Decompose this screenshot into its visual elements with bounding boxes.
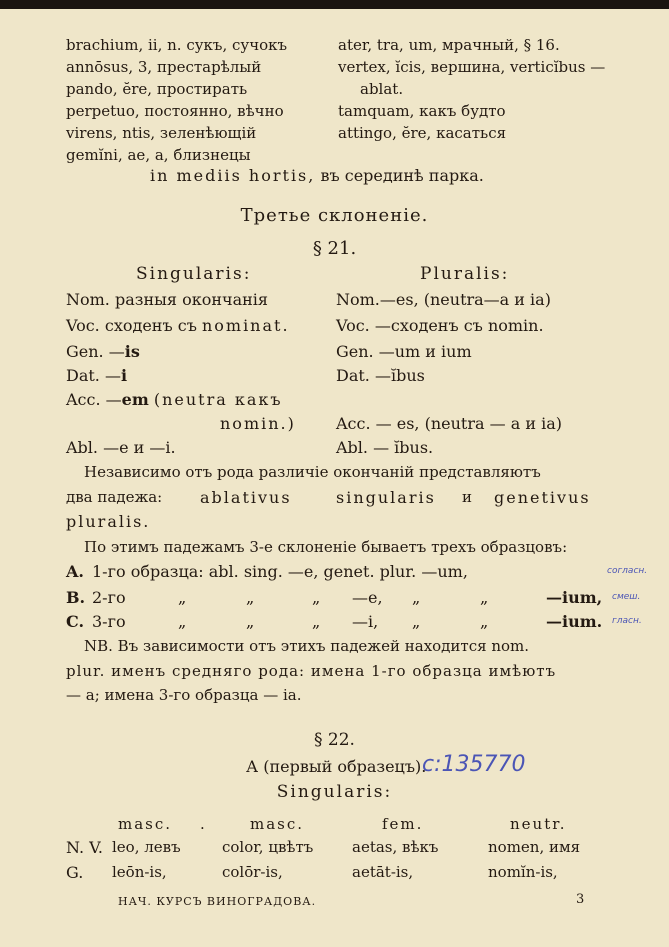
page-number: 3 (576, 892, 585, 907)
vocab-line: virens, ntis, зеленѣющій (66, 124, 257, 142)
nb-line3: — a; имена 3-го образца — ia. (66, 686, 302, 704)
sing-dat: Dat. —i (66, 366, 128, 385)
vocab-line: annōsus, 3, престарѣлый (66, 58, 262, 76)
handwritten-note: гласн. (612, 616, 642, 626)
separator-dot: . (200, 815, 205, 833)
handwritten-note: смеш. (612, 592, 641, 602)
singular-header: Singularis: (136, 264, 252, 284)
vocab-line: vertex, ĭcis, вершина, verticĭbus — (338, 58, 606, 76)
table-cell: leo, левъ (112, 838, 181, 856)
section22-number: § 22. (314, 730, 355, 750)
nb-line2: plur. именъ средняго рода: имена 1-го образца имѣютъ (66, 662, 557, 680)
table-cell: aetas, вѣкъ (352, 838, 439, 856)
sing-acc-cont: nomin.) (220, 414, 296, 433)
plural-header: Pluralis: (420, 264, 510, 284)
gender-header: masc. (118, 815, 173, 833)
table-cell: colōr-is, (222, 863, 283, 881)
nb-line1: NB. Въ зависимости отъ этихъ падежей находится nom. (84, 637, 530, 655)
section-title: Третье склоненіе. (240, 205, 429, 226)
sing-nom: Nom. разныя окончанія (66, 290, 268, 309)
vocab-line: pando, ĕre, простирать (66, 80, 248, 98)
table-cell: nomĭn-is, (488, 863, 558, 881)
gender-header: neutr. (510, 815, 567, 833)
vocab-line: attingo, ĕre, касаться (338, 124, 507, 142)
gender-header: masc. (250, 815, 305, 833)
plur-gen: Gen. —um и ium (336, 342, 472, 361)
vocab-line: gemĭni, ae, a, близнецы (66, 146, 251, 164)
row-label: G. (66, 863, 84, 882)
table-cell: leōn-is, (112, 863, 167, 881)
plur-dat: Dat. —ĭbus (336, 366, 425, 385)
page: brachium, ii, n. сукъ, сучокъ annōsus, 3, престарѣлый pando, ĕre, простирать perpetuo, постоянно, вѣчно virens, ntis, зеленѣющій gemĭni, ae, a, близнецы ater, tra, um, мрачный, § 16. vertex, ĭcis, вершина, verticĭbus — ablat. tamquam, какъ будто attingo, ĕre, касаться in mediis hortis, въ серединѣ парка. Третье склоненіе. § 21. Singularis: Pluralis: Nom. разныя окончанія Voc. сходенъ съ nominat. Gen. —is Dat. —i Acc. —em (neutra какъ nomin.) Abl. —e и —i. Nom.—es, (neutra—a и ia) Voc. —сходенъ съ nomin. Gen. —um и ium Dat. —ĭbus Acc. — es, (neutra — a и ia) Abl. — ĭbus. Независимо отъ рода различіе окончаній представляютъ два падежа: ablativus singularis и genetivus pluralis. По этимъ падежамъ 3-е склоненіе бываетъ трехъ образцовъ: A. 1-го образца: abl. sing. —e, genet. plur. —um, согласн. B. 2-го „ „ „ —e, „ „ —ium, смеш. C. 3-го „ „ „ —i, „ „ —ium. гласн. NB. Въ зависимости отъ этихъ падежей находится nom. plur. именъ средняго рода: имена 1-го образца имѣютъ — a; имена 3-го образца — ia. § 22. А (первый образецъ). с:135770 Singularis: masc. . masc. fem. neutr. N. V. leo, левъ color, цвѣтъ aetas, вѣкъ nomen, имя G. leōn-is, colōr-is, aetāt-is, nomĭn-is, НАЧ. КУРСЪ ВИНОГРАДОВА. 3 (0, 0, 669, 947)
row-label: N. V. (66, 838, 103, 857)
section22-heading: А (первый образецъ). (246, 757, 427, 776)
vocab-line: ater, tra, um, мрачный, § 16. (338, 36, 560, 54)
sing-voc: Voc. сходенъ съ nominat. (66, 316, 290, 335)
table-cell: color, цвѣтъ (222, 838, 314, 856)
handwritten-note: согласн. (607, 566, 648, 576)
page-top-edge (0, 0, 669, 9)
sing-acc: Acc. —em (neutra какъ (66, 390, 283, 409)
sing-gen: Gen. —is (66, 342, 140, 361)
inventory-stamp: с:135770 (422, 752, 526, 777)
para2: По этимъ падежамъ 3-е склоненіе бываетъ трехъ образцовъ: (84, 538, 568, 556)
sing-abl: Abl. —e и —i. (66, 438, 176, 457)
plur-abl: Abl. — ĭbus. (336, 438, 434, 457)
table-cell: nomen, имя (488, 838, 581, 856)
vocab-line: brachium, ii, n. сукъ, сучокъ (66, 36, 288, 54)
plur-voc: Voc. —сходенъ съ nomin. (336, 316, 544, 335)
gender-header: fem. (382, 815, 424, 833)
phrase-russian: въ серединѣ парка. (320, 166, 484, 185)
table-cell: aetāt-is, (352, 863, 414, 881)
footer-title: НАЧ. КУРСЪ ВИНОГРАДОВА. (118, 895, 317, 908)
phrase-latin: in mediis hortis, (150, 166, 316, 185)
vocab-line: tamquam, какъ будто (338, 102, 506, 120)
vocab-line: perpetuo, постоянно, вѣчно (66, 102, 284, 120)
vocab-phrase (150, 166, 484, 185)
plur-acc: Acc. — es, (neutra — a и ia) (336, 414, 562, 433)
section22-singular-header: Singularis: (276, 782, 393, 802)
vocab-line: ablat. (360, 80, 404, 98)
section-number: § 21. (312, 238, 357, 259)
plur-nom: Nom.—es, (neutra—a и ia) (336, 290, 551, 309)
para1-line1: Независимо отъ рода различіе окончаній представляютъ (84, 463, 541, 481)
para1-line3: pluralis. (66, 512, 151, 531)
